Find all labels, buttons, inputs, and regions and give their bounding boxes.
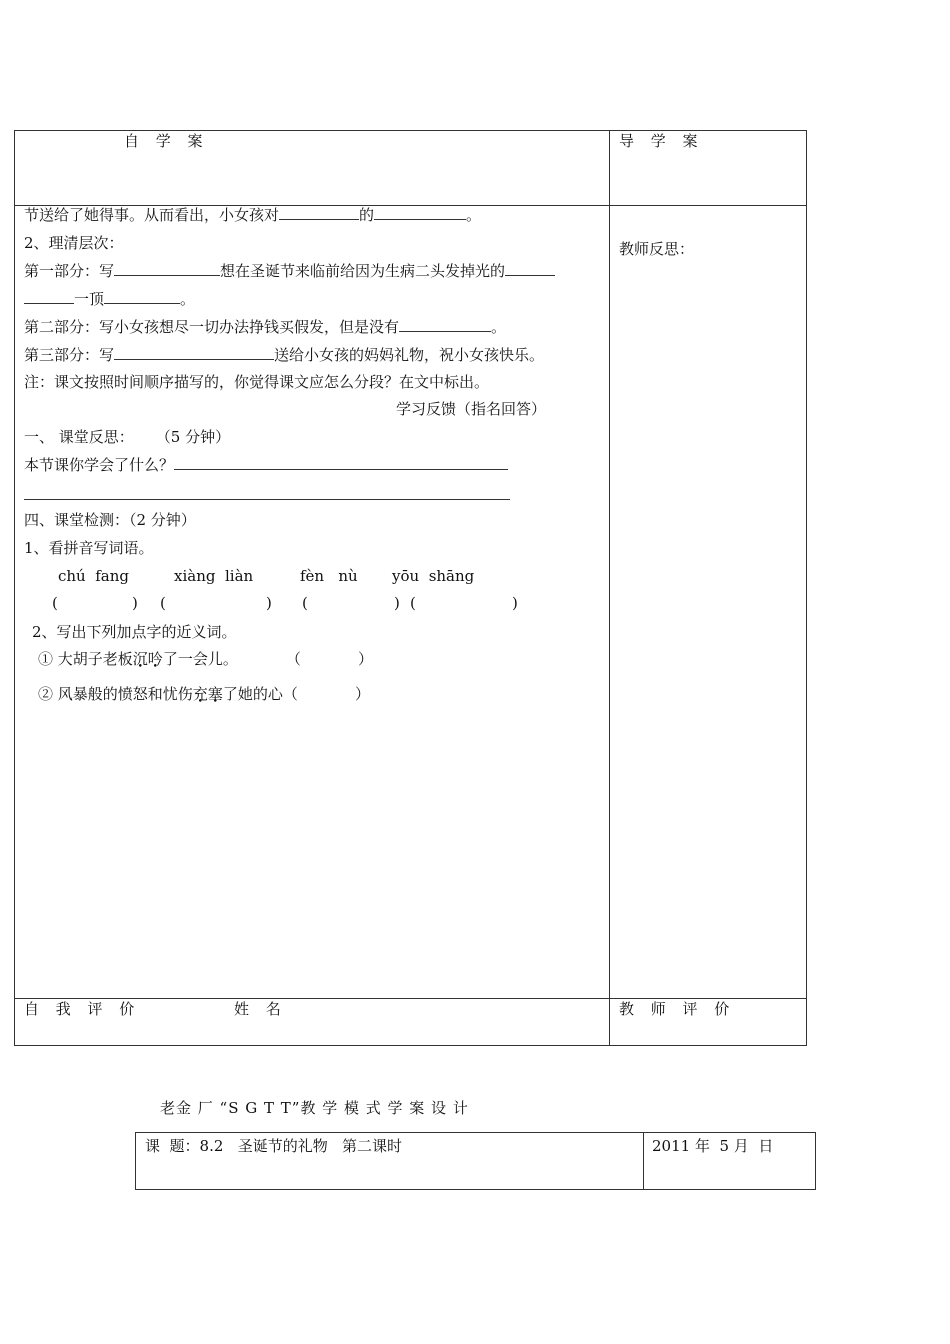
pinyin-2: xiàng liàn [174, 567, 254, 585]
paren-open-3: ( [302, 594, 308, 612]
lesson-title: 课 题：8.2 圣诞节的礼物 第二课时 [145, 1137, 403, 1155]
header-self-study: 自 学 案 [124, 132, 209, 150]
lesson-date: 2011 年 5 月 日 [652, 1137, 774, 1155]
answer-line [24, 499, 510, 500]
paren-open-1: ( [52, 594, 58, 612]
note-line: 注：课文按照时间顺序描写的，你觉得课文应怎么分段？在文中标出。 [24, 373, 490, 391]
design-title: 老金 厂 “S G T T”教 学 模 式 学 案 设 计 [160, 1099, 469, 1117]
q2-item-1: ① 大胡子老板沉吟了一会儿。 （ ） [38, 650, 374, 668]
test-q1: 1、看拼音写词语。 [24, 539, 154, 557]
part-1-continued: 一顶 。 [24, 289, 195, 309]
part-1-line: 第一部分：写 想在圣诞节来临前给因为生病二头发掉光的 [24, 261, 555, 281]
teacher-reflection-label: 教师反思： [619, 240, 695, 258]
reflect-title: 一、 课堂反思： （5 分钟） [24, 428, 231, 446]
feedback-title: 学习反馈（指名回答） [396, 400, 547, 418]
table-divider-vertical [609, 130, 610, 1046]
self-evaluation-label: 自 我 评 价 [24, 1000, 141, 1018]
q2-item-2: ② 风暴般的愤怒和忧伤充塞了她的心（ ） [38, 685, 371, 703]
teacher-evaluation-label: 教 师 评 价 [619, 1000, 736, 1018]
paren-close-4: ) [512, 594, 518, 612]
paren-close-3: ) [394, 594, 400, 612]
test-title: 四、课堂检测：（2 分钟） [24, 511, 196, 529]
content-line-1: 节送给了她得事。从而看出，小女孩对 的 。 [24, 206, 482, 224]
pinyin-1: chú fang [58, 567, 130, 585]
part-2-line: 第二部分：写小女孩想尽一切办法挣钱买假发，但是没有 。 [24, 318, 507, 336]
pinyin-3: fèn nù [300, 567, 358, 585]
part-3-line: 第三部分：写 送给小女孩的妈妈礼物，祝小女孩快乐。 [24, 346, 545, 364]
paren-open-2: ( [160, 594, 166, 612]
paren-open-4: ( [410, 594, 416, 612]
section-2-title: 2、理清层次： [24, 234, 124, 252]
lesson-info-divider [643, 1132, 644, 1190]
test-q2: 2、写出下列加点字的近义词。 [32, 623, 237, 641]
pinyin-4: yōu shāng [392, 567, 475, 585]
name-label: 姓 名 [234, 1000, 287, 1018]
paren-close-1: ) [132, 594, 138, 612]
header-guided-study: 导 学 案 [619, 132, 704, 150]
reflect-question: 本节课你学会了什么？ [24, 455, 508, 475]
paren-close-2: ) [266, 594, 272, 612]
